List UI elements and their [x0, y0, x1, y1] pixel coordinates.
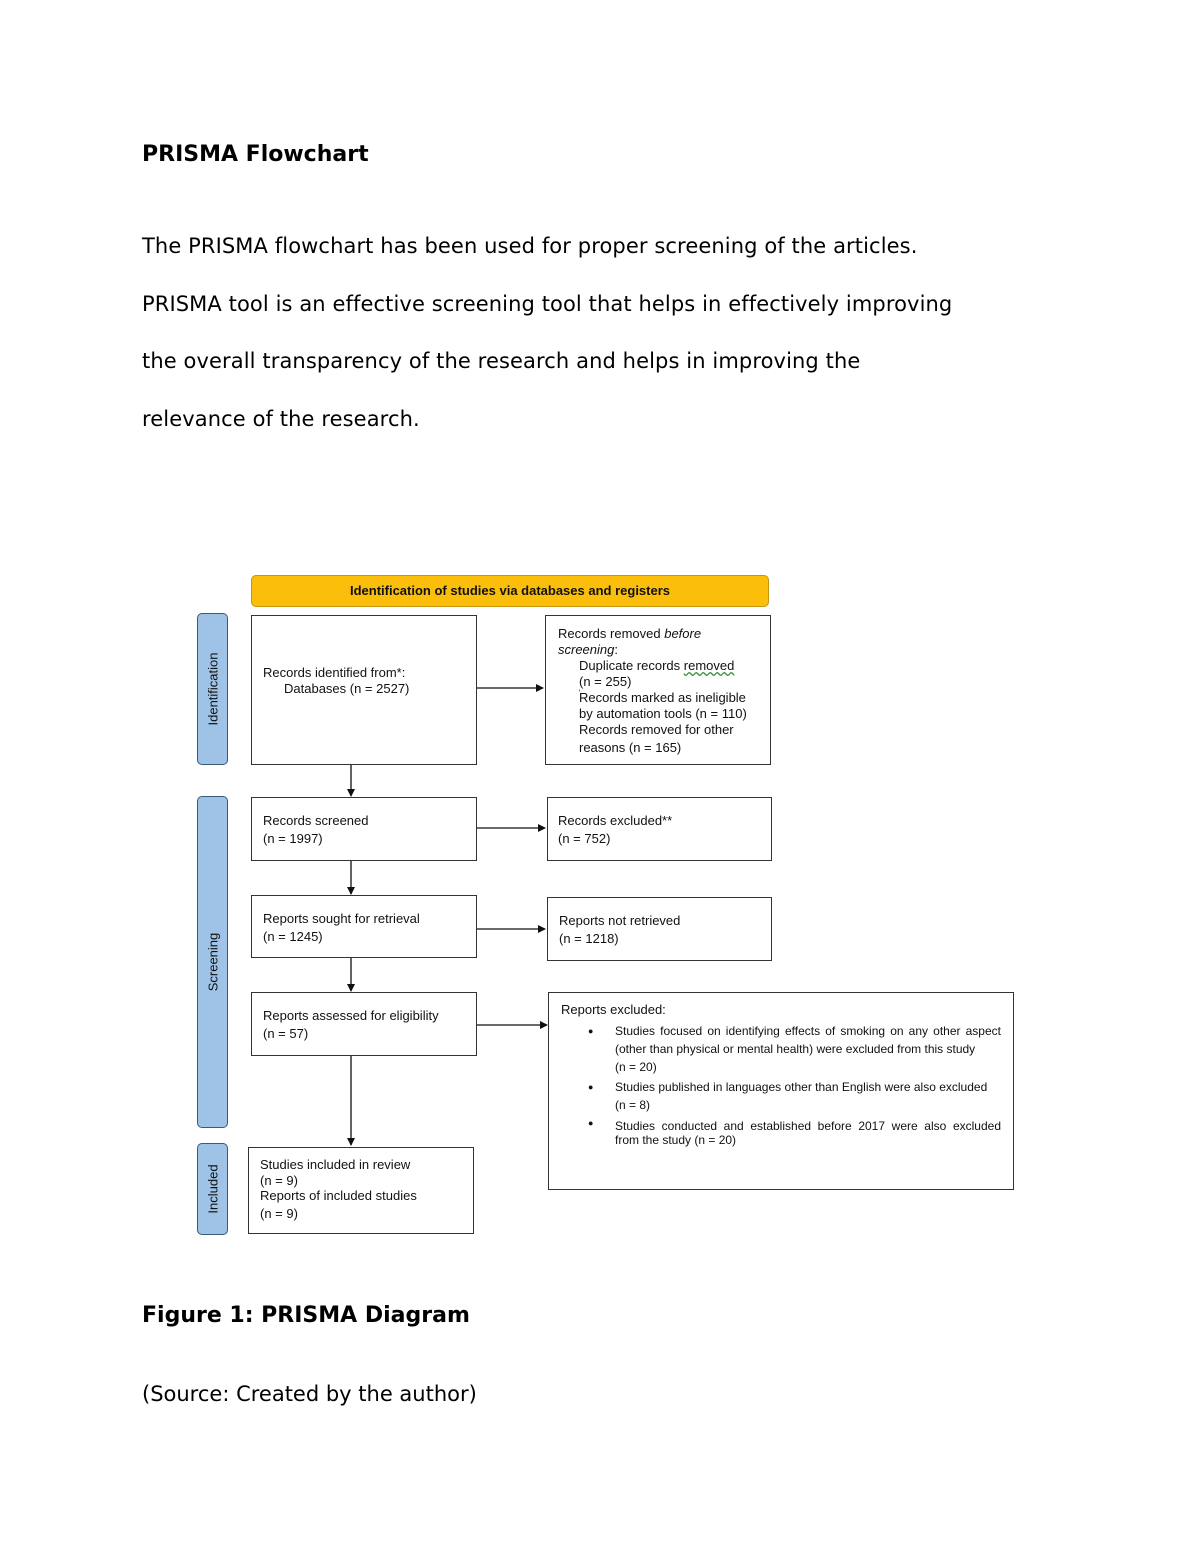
reports-included-label: Reports of included studies: [260, 1188, 417, 1203]
phase-label: Included: [205, 1164, 220, 1214]
reports-not-retrieved-label: Reports not retrieved: [559, 913, 681, 928]
records-removed-box: [545, 615, 771, 765]
ineligible-records-count: by automation tools (n = 110): [579, 706, 747, 721]
duplicate-records-count: (n = 255): [579, 674, 632, 689]
reports-not-retrieved-box: [547, 897, 772, 961]
studies-included-count: (n = 9): [260, 1172, 298, 1188]
records-screened-box: [251, 797, 477, 861]
removed-heading-line: screening:: [558, 642, 618, 657]
ineligible-records-line: Records marked as ineligible: [579, 690, 746, 705]
records-identified-box: [251, 615, 477, 765]
records-excluded-count: (n = 752): [558, 831, 611, 846]
other-removed-count: reasons (n = 165): [579, 740, 682, 755]
intro-line: the overall transparency of the research and helps in improving the: [142, 349, 861, 373]
identification-banner: Identification of studies via databases and registers: [251, 575, 769, 607]
other-removed-line: Records removed for other: [579, 722, 734, 737]
reports-not-retrieved-count: (n = 1218): [559, 931, 619, 946]
records-screened-label: Records screened: [263, 813, 369, 828]
phase-included: [197, 1143, 228, 1235]
figure-source: (Source: Created by the author): [142, 1382, 477, 1406]
records-screened-count: (n = 1997): [263, 831, 323, 846]
phase-label: Screening: [205, 932, 220, 992]
records-identified-label: Records identified from*:: [263, 665, 406, 680]
reports-sought-count: (n = 1245): [263, 929, 323, 944]
exclusion-reason: ● Studies published in languages other than English were also excluded (n = 8): [561, 1078, 1001, 1114]
page-title: PRISMA Flowchart: [142, 142, 369, 167]
reports-assessed-label: Reports assessed for eligibility: [263, 1008, 439, 1023]
studies-included-label: Studies included in review: [260, 1157, 411, 1172]
records-identified-count: Databases (n = 2527): [284, 681, 410, 696]
phase-identification: [197, 613, 228, 765]
reports-excluded-label: Reports excluded:: [561, 1002, 666, 1017]
reports-sought-label: Reports sought for retrieval: [263, 911, 420, 926]
reports-assessed-box: [251, 992, 477, 1056]
reports-assessed-count: (n = 57): [263, 1026, 309, 1041]
figure-caption: Figure 1: PRISMA Diagram: [142, 1303, 470, 1328]
intro-line: relevance of the research.: [142, 406, 420, 431]
intro-line: The PRISMA flowchart has been used for proper screening of the articles.: [142, 234, 918, 258]
exclusion-reason: ● Studies conducted and established before 2017 were also excluded from the study (n = 20): [561, 1116, 1001, 1147]
intro-line: PRISMA tool is an effective screening tool that helps in effectively improving: [142, 291, 953, 316]
phase-label: Identification: [205, 652, 220, 726]
exclusion-reasons-list: [561, 1022, 1001, 1147]
reports-included-count: (n = 9): [260, 1205, 298, 1221]
studies-included-box: [248, 1147, 474, 1234]
reports-sought-box: [251, 895, 477, 958]
reports-excluded-box: [548, 992, 1014, 1190]
removed-heading-line: Records removed before: [558, 626, 702, 641]
phase-screening: [197, 796, 228, 1128]
records-excluded-label: Records excluded**: [558, 813, 673, 828]
records-excluded-box: [547, 797, 772, 861]
exclusion-reason: ● Studies focused on identifying effects of smoking on any other aspect (other than physical or mental health) were excluded from this study (n = 20): [561, 1022, 1001, 1076]
duplicate-records-line: Duplicate records removed: [579, 658, 735, 673]
